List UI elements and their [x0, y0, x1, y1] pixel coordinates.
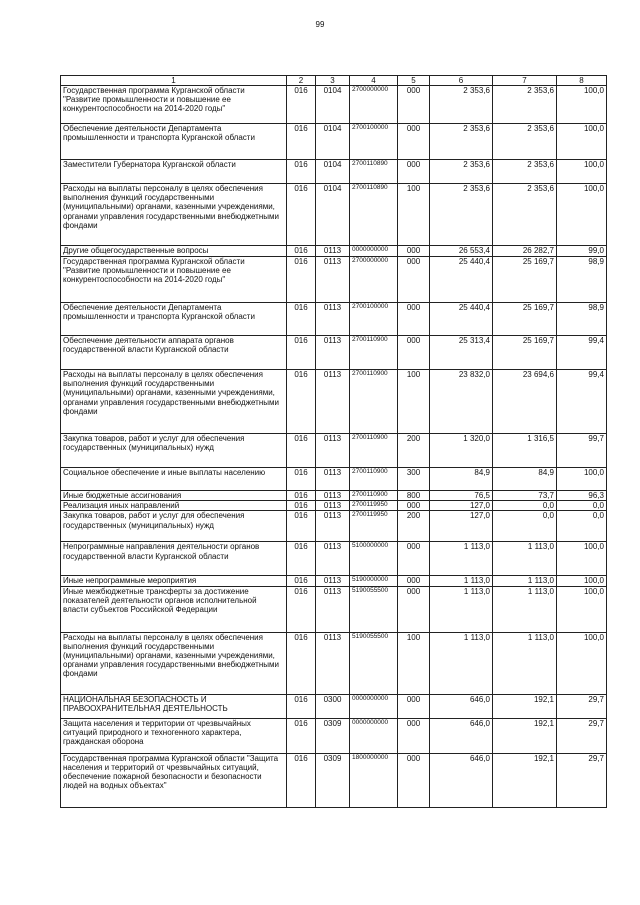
expense-type-cell: 000 — [398, 124, 430, 160]
execution-percent-cell: 100,0 — [557, 542, 607, 576]
column-header: 6 — [430, 76, 493, 86]
execution-percent-cell: 29,7 — [557, 718, 607, 753]
section-code-cell: 0113 — [316, 586, 350, 632]
execution-percent-cell: 99,0 — [557, 246, 607, 257]
ministry-code-cell: 016 — [287, 257, 316, 303]
table-row — [61, 160, 607, 184]
section-code-cell: 0113 — [316, 468, 350, 491]
approved-amount-cell: 2 353,6 — [430, 86, 493, 124]
executed-amount-cell: 25 169,7 — [493, 303, 557, 336]
target-article-cell: 2700110900 — [350, 434, 398, 468]
executed-amount-cell: 1 113,0 — [493, 586, 557, 632]
section-code-cell: 0309 — [316, 718, 350, 753]
section-code-cell: 0113 — [316, 257, 350, 303]
expense-type-cell: 100 — [398, 184, 430, 246]
table-row — [61, 491, 607, 501]
approved-amount-cell: 2 353,6 — [430, 184, 493, 246]
approved-amount-cell: 25 440,4 — [430, 257, 493, 303]
expense-type-cell: 100 — [398, 632, 430, 694]
approved-amount-cell: 646,0 — [430, 694, 493, 718]
table-body — [61, 86, 607, 808]
ministry-code-cell: 016 — [287, 753, 316, 807]
expense-type-cell: 200 — [398, 434, 430, 468]
item-name-cell: Расходы на выплаты персоналу в целях обеспечения выполнения функций государственными (муниципальными) органами, казенными учреждениями, органами управления государственными внебюджетными фондами — [61, 370, 287, 434]
expense-type-cell: 000 — [398, 694, 430, 718]
approved-amount-cell: 646,0 — [430, 718, 493, 753]
section-code-cell: 0300 — [316, 694, 350, 718]
expense-type-cell: 000 — [398, 586, 430, 632]
executed-amount-cell: 1 113,0 — [493, 576, 557, 586]
execution-percent-cell: 100,0 — [557, 184, 607, 246]
column-header: 3 — [316, 76, 350, 86]
table-row — [61, 336, 607, 370]
expense-type-cell: 100 — [398, 370, 430, 434]
expense-type-cell: 000 — [398, 160, 430, 184]
approved-amount-cell: 1 113,0 — [430, 576, 493, 586]
approved-amount-cell: 1 113,0 — [430, 632, 493, 694]
executed-amount-cell: 84,9 — [493, 468, 557, 491]
executed-amount-cell: 26 282,7 — [493, 246, 557, 257]
section-code-cell: 0113 — [316, 511, 350, 542]
approved-amount-cell: 76,5 — [430, 491, 493, 501]
execution-percent-cell: 0,0 — [557, 511, 607, 542]
table-row — [61, 576, 607, 586]
executed-amount-cell: 25 169,7 — [493, 257, 557, 303]
approved-amount-cell: 25 440,4 — [430, 303, 493, 336]
execution-percent-cell: 29,7 — [557, 694, 607, 718]
target-article-cell: 5100000000 — [350, 542, 398, 576]
table-row — [61, 86, 607, 124]
approved-amount-cell: 1 113,0 — [430, 542, 493, 576]
item-name-cell: Обеспечение деятельности Департамента промышленности и транспорта Курганской области — [61, 124, 287, 160]
expense-type-cell: 000 — [398, 576, 430, 586]
approved-amount-cell: 127,0 — [430, 511, 493, 542]
approved-amount-cell: 84,9 — [430, 468, 493, 491]
expense-type-cell: 000 — [398, 257, 430, 303]
target-article-cell: 1800000000 — [350, 753, 398, 807]
table-row — [61, 511, 607, 542]
ministry-code-cell: 016 — [287, 184, 316, 246]
executed-amount-cell: 25 169,7 — [493, 336, 557, 370]
ministry-code-cell: 016 — [287, 336, 316, 370]
target-article-cell: 0000000000 — [350, 694, 398, 718]
item-name-cell: Закупка товаров, работ и услуг для обеспечения государственных (муниципальных) нужд — [61, 511, 287, 542]
section-code-cell: 0309 — [316, 753, 350, 807]
column-header: 8 — [557, 76, 607, 86]
expense-type-cell: 000 — [398, 86, 430, 124]
section-code-cell: 0104 — [316, 160, 350, 184]
expense-type-cell: 000 — [398, 336, 430, 370]
expense-type-cell: 300 — [398, 468, 430, 491]
item-name-cell: Иные бюджетные ассигнования — [61, 491, 287, 501]
ministry-code-cell: 016 — [287, 586, 316, 632]
item-name-cell: Иные межбюджетные трансферты за достижение показателей деятельности органов исполнительной власти субъектов Российской Федерации — [61, 586, 287, 632]
column-number-row — [61, 76, 607, 86]
item-name-cell: Государственная программа Курганской области "Развитие промышленности и повышение ее конкурентоспособности на 2014-2020 годы" — [61, 86, 287, 124]
section-code-cell: 0104 — [316, 86, 350, 124]
section-code-cell: 0113 — [316, 632, 350, 694]
target-article-cell: 2700110900 — [350, 370, 398, 434]
section-code-cell: 0113 — [316, 576, 350, 586]
execution-percent-cell: 98,9 — [557, 303, 607, 336]
item-name-cell: Обеспечение деятельности Департамента промышленности и транспорта Курганской области — [61, 303, 287, 336]
item-name-cell: Реализация иных направлений — [61, 501, 287, 511]
expense-type-cell: 800 — [398, 491, 430, 501]
section-code-cell: 0113 — [316, 336, 350, 370]
target-article-cell: 2700000000 — [350, 86, 398, 124]
approved-amount-cell: 23 832,0 — [430, 370, 493, 434]
approved-amount-cell: 1 320,0 — [430, 434, 493, 468]
item-name-cell: Другие общегосударственные вопросы — [61, 246, 287, 257]
executed-amount-cell: 1 316,5 — [493, 434, 557, 468]
column-header: 4 — [350, 76, 398, 86]
table-row — [61, 586, 607, 632]
approved-amount-cell: 26 553,4 — [430, 246, 493, 257]
ministry-code-cell: 016 — [287, 576, 316, 586]
column-header: 7 — [493, 76, 557, 86]
target-article-cell: 0000000000 — [350, 718, 398, 753]
section-code-cell: 0113 — [316, 491, 350, 501]
executed-amount-cell: 0,0 — [493, 511, 557, 542]
ministry-code-cell: 016 — [287, 303, 316, 336]
table-row — [61, 124, 607, 160]
executed-amount-cell: 1 113,0 — [493, 542, 557, 576]
section-code-cell: 0104 — [316, 184, 350, 246]
item-name-cell: Расходы на выплаты персоналу в целях обеспечения выполнения функций государственными (муниципальными) органами, казенными учреждениями, органами управления государственными внебюджетными фондами — [61, 632, 287, 694]
section-code-cell: 0113 — [316, 246, 350, 257]
execution-percent-cell: 98,9 — [557, 257, 607, 303]
target-article-cell: 2700110890 — [350, 184, 398, 246]
approved-amount-cell: 2 353,6 — [430, 160, 493, 184]
section-code-cell: 0113 — [316, 303, 350, 336]
approved-amount-cell: 2 353,6 — [430, 124, 493, 160]
execution-percent-cell: 99,4 — [557, 370, 607, 434]
ministry-code-cell: 016 — [287, 694, 316, 718]
table-row — [61, 501, 607, 511]
target-article-cell: 5190000000 — [350, 576, 398, 586]
expense-type-cell: 200 — [398, 511, 430, 542]
budget-table — [60, 75, 607, 808]
execution-percent-cell: 100,0 — [557, 468, 607, 491]
execution-percent-cell: 100,0 — [557, 86, 607, 124]
table-row — [61, 468, 607, 491]
execution-percent-cell: 29,7 — [557, 753, 607, 807]
executed-amount-cell: 73,7 — [493, 491, 557, 501]
item-name-cell: Государственная программа Курганской области "Развитие промышленности и повышение ее конкурентоспособности на 2014-2020 годы" — [61, 257, 287, 303]
execution-percent-cell: 100,0 — [557, 586, 607, 632]
target-article-cell: 2700100000 — [350, 124, 398, 160]
table-row — [61, 718, 607, 753]
section-code-cell: 0113 — [316, 434, 350, 468]
target-article-cell: 0000000000 — [350, 246, 398, 257]
executed-amount-cell: 192,1 — [493, 753, 557, 807]
table-row — [61, 303, 607, 336]
execution-percent-cell: 100,0 — [557, 576, 607, 586]
target-article-cell: 2700110900 — [350, 468, 398, 491]
page-number: 99 — [315, 20, 325, 29]
approved-amount-cell: 25 313,4 — [430, 336, 493, 370]
item-name-cell: Непрограммные направления деятельности органов государственной власти Курганской области — [61, 542, 287, 576]
item-name-cell: Заместители Губернатора Курганской области — [61, 160, 287, 184]
expense-type-cell: 000 — [398, 501, 430, 511]
table-row — [61, 184, 607, 246]
section-code-cell: 0113 — [316, 542, 350, 576]
execution-percent-cell: 100,0 — [557, 632, 607, 694]
table-row — [61, 542, 607, 576]
item-name-cell: Защита населения и территории от чрезвычайных ситуаций природного и техногенного характера, гражданская оборона — [61, 718, 287, 753]
item-name-cell: Иные непрограммные мероприятия — [61, 576, 287, 586]
executed-amount-cell: 2 353,6 — [493, 160, 557, 184]
item-name-cell: Закупка товаров, работ и услуг для обеспечения государственных (муниципальных) нужд — [61, 434, 287, 468]
column-header: 5 — [398, 76, 430, 86]
executed-amount-cell: 23 694,6 — [493, 370, 557, 434]
table-row — [61, 632, 607, 694]
approved-amount-cell: 1 113,0 — [430, 586, 493, 632]
ministry-code-cell: 016 — [287, 542, 316, 576]
executed-amount-cell: 0,0 — [493, 501, 557, 511]
execution-percent-cell: 96,3 — [557, 491, 607, 501]
item-name-cell: Социальное обеспечение и иные выплаты населению — [61, 468, 287, 491]
ministry-code-cell: 016 — [287, 468, 316, 491]
ministry-code-cell: 016 — [287, 370, 316, 434]
execution-percent-cell: 99,7 — [557, 434, 607, 468]
target-article-cell: 2700000000 — [350, 257, 398, 303]
expense-type-cell: 000 — [398, 542, 430, 576]
ministry-code-cell: 016 — [287, 511, 316, 542]
item-name-cell: НАЦИОНАЛЬНАЯ БЕЗОПАСНОСТЬ И ПРАВООХРАНИТЕЛЬНАЯ ДЕЯТЕЛЬНОСТЬ — [61, 694, 287, 718]
ministry-code-cell: 016 — [287, 718, 316, 753]
expense-type-cell: 000 — [398, 303, 430, 336]
expense-type-cell: 000 — [398, 753, 430, 807]
column-header: 1 — [61, 76, 287, 86]
expense-type-cell: 000 — [398, 246, 430, 257]
table-row — [61, 246, 607, 257]
executed-amount-cell: 2 353,6 — [493, 86, 557, 124]
executed-amount-cell: 1 113,0 — [493, 632, 557, 694]
expense-type-cell: 000 — [398, 718, 430, 753]
ministry-code-cell: 016 — [287, 246, 316, 257]
target-article-cell: 5190055500 — [350, 632, 398, 694]
section-code-cell: 0104 — [316, 124, 350, 160]
table-row — [61, 694, 607, 718]
ministry-code-cell: 016 — [287, 160, 316, 184]
ministry-code-cell: 016 — [287, 491, 316, 501]
execution-percent-cell: 100,0 — [557, 124, 607, 160]
executed-amount-cell: 2 353,6 — [493, 184, 557, 246]
execution-percent-cell: 100,0 — [557, 160, 607, 184]
target-article-cell: 2700119950 — [350, 511, 398, 542]
item-name-cell: Расходы на выплаты персоналу в целях обеспечения выполнения функций государственными (муниципальными) органами, казенными учреждениями, органами управления государственными внебюджетными фондами — [61, 184, 287, 246]
table-row — [61, 257, 607, 303]
executed-amount-cell: 192,1 — [493, 718, 557, 753]
target-article-cell: 2700110900 — [350, 336, 398, 370]
ministry-code-cell: 016 — [287, 501, 316, 511]
executed-amount-cell: 2 353,6 — [493, 124, 557, 160]
execution-percent-cell: 0,0 — [557, 501, 607, 511]
ministry-code-cell: 016 — [287, 632, 316, 694]
section-code-cell: 0113 — [316, 501, 350, 511]
executed-amount-cell: 192,1 — [493, 694, 557, 718]
item-name-cell: Государственная программа Курганской области "Защита населения и территорий от чрезвычайных ситуаций, обеспечение пожарной безопасности и безопасности людей на водных объектах" — [61, 753, 287, 807]
column-header: 2 — [287, 76, 316, 86]
table-row — [61, 434, 607, 468]
ministry-code-cell: 016 — [287, 434, 316, 468]
approved-amount-cell: 127,0 — [430, 501, 493, 511]
table-row — [61, 753, 607, 807]
target-article-cell: 2700119950 — [350, 501, 398, 511]
table-row — [61, 370, 607, 434]
target-article-cell: 2700110900 — [350, 491, 398, 501]
approved-amount-cell: 646,0 — [430, 753, 493, 807]
execution-percent-cell: 99,4 — [557, 336, 607, 370]
target-article-cell: 2700110890 — [350, 160, 398, 184]
target-article-cell: 2700100000 — [350, 303, 398, 336]
section-code-cell: 0113 — [316, 370, 350, 434]
item-name-cell: Обеспечение деятельности аппарата органов государственной власти Курганской области — [61, 336, 287, 370]
target-article-cell: 5190055500 — [350, 586, 398, 632]
ministry-code-cell: 016 — [287, 124, 316, 160]
ministry-code-cell: 016 — [287, 86, 316, 124]
